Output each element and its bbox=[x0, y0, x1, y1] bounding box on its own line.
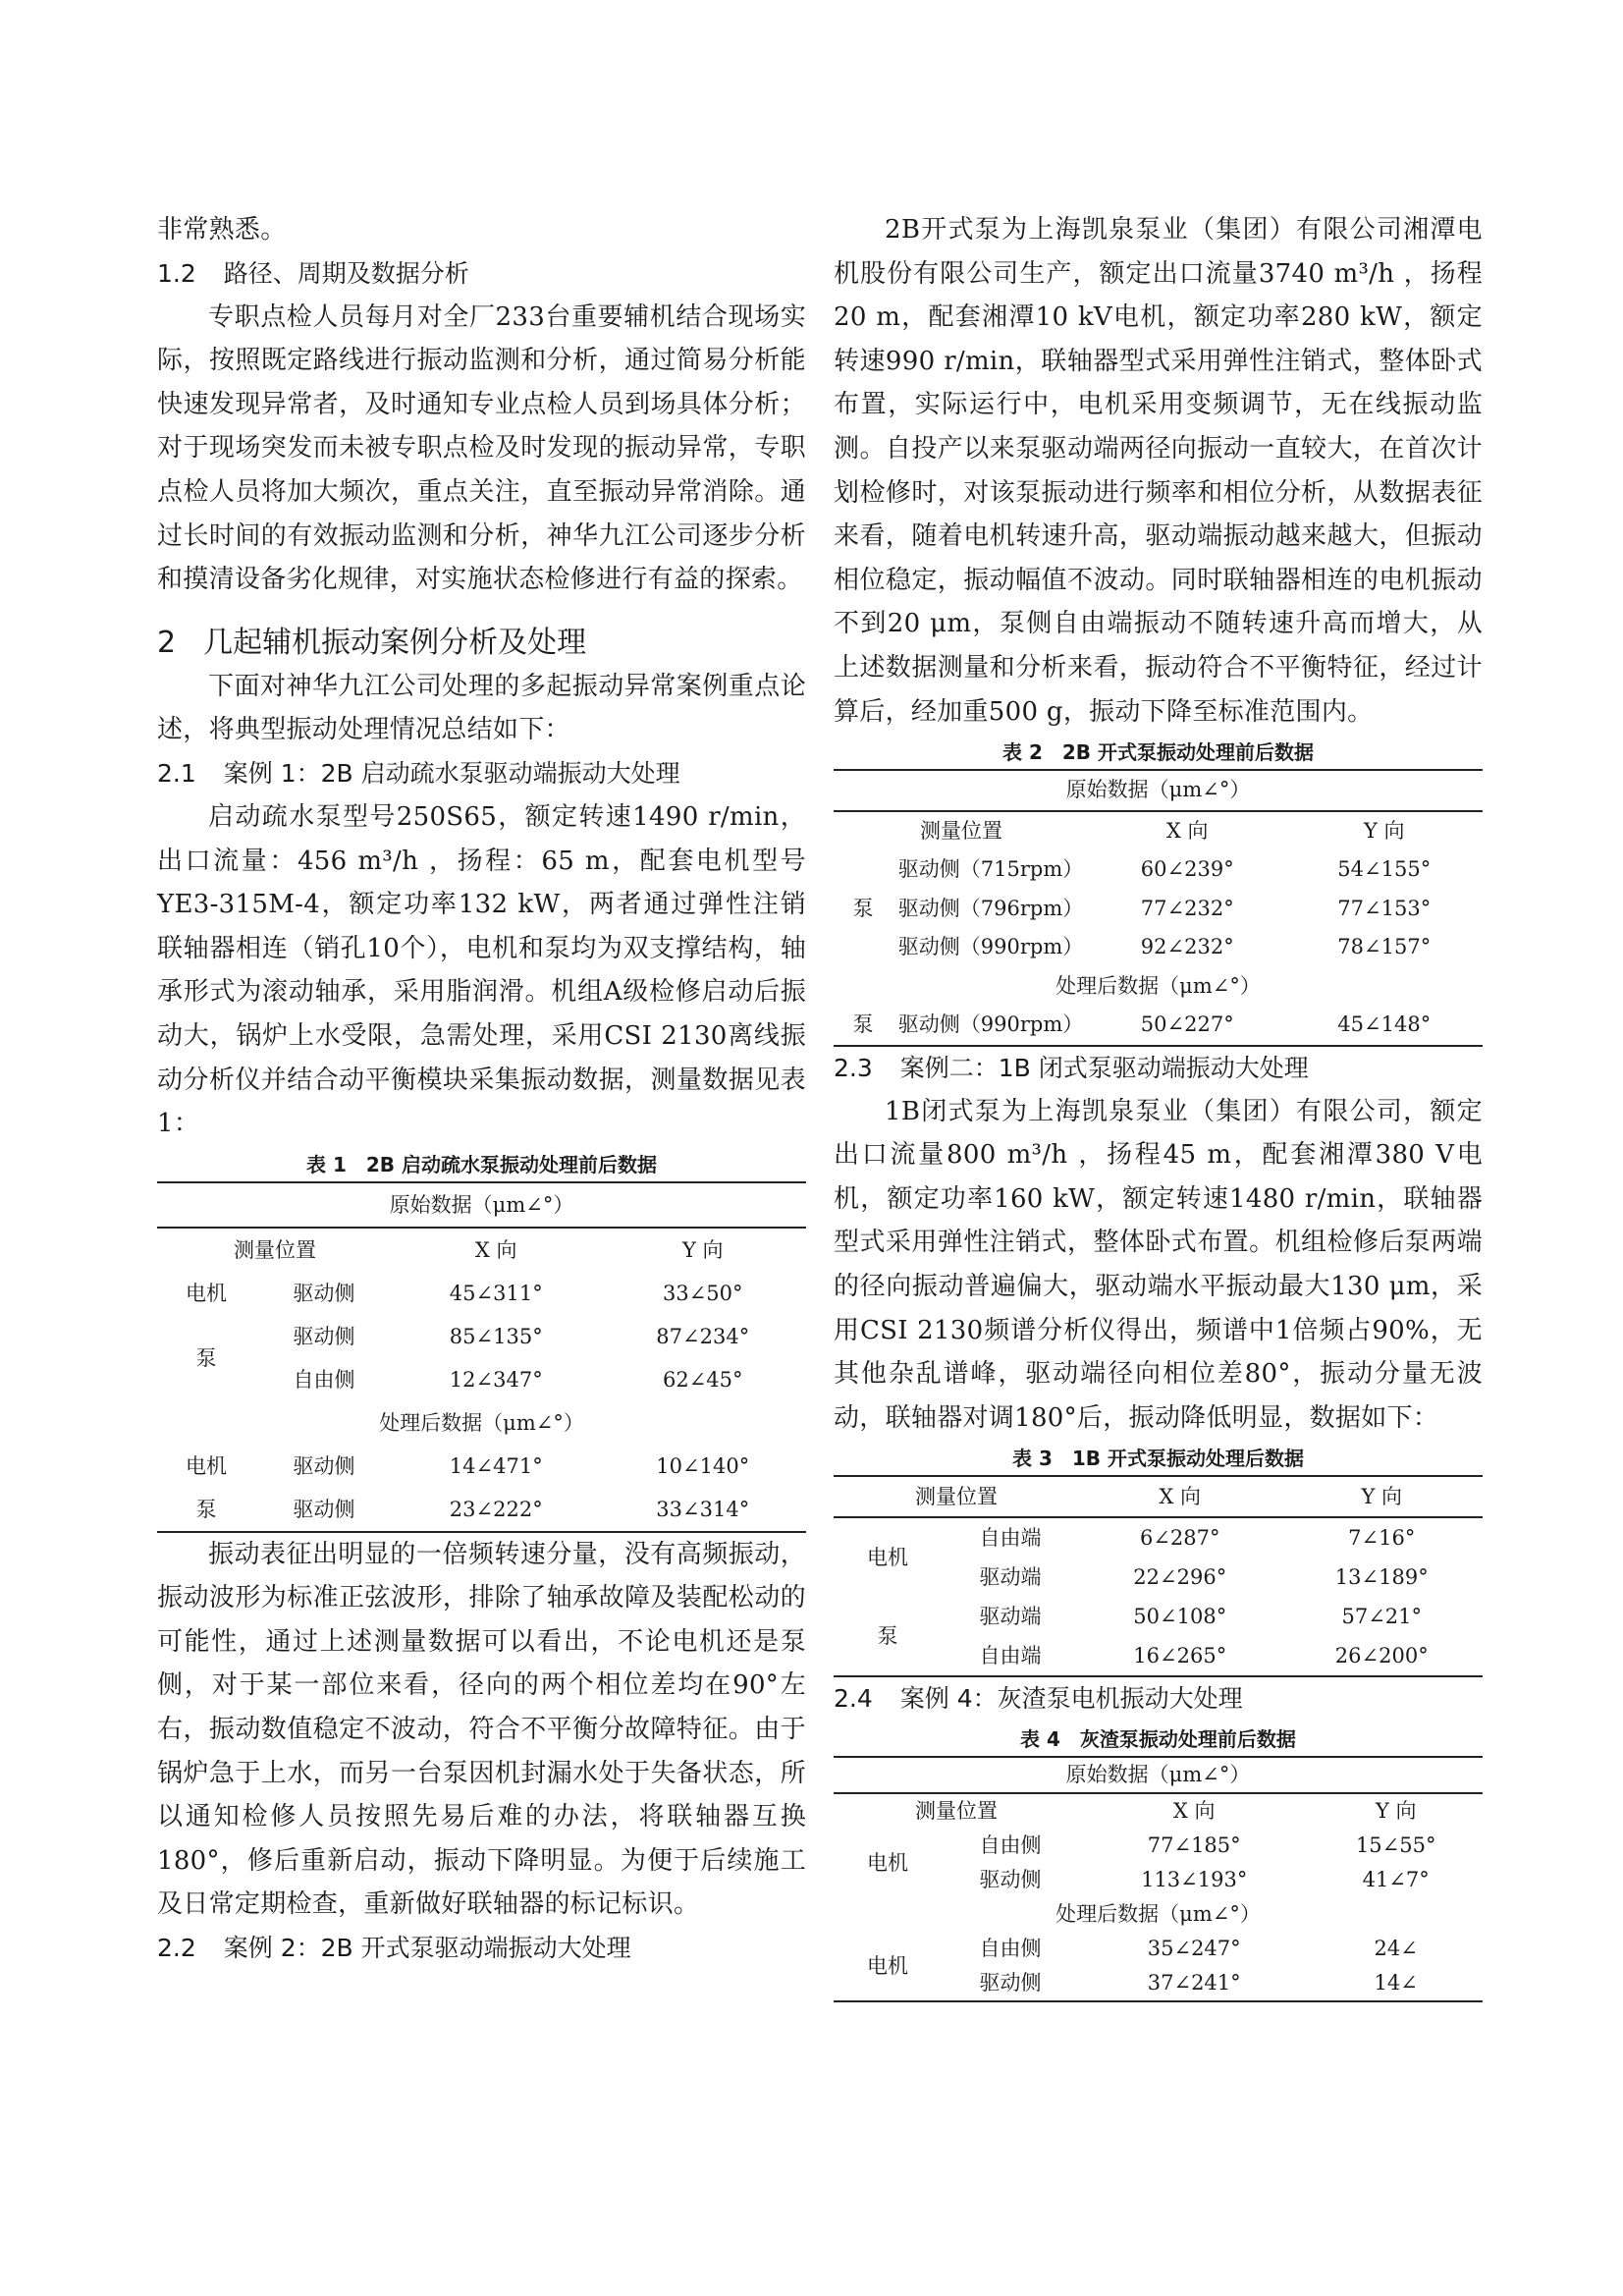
table-section-label: 原始数据（μm∠°） bbox=[834, 770, 1483, 811]
table-header: Y 向 bbox=[1361, 1485, 1403, 1509]
table-cell: 自由侧 bbox=[979, 1833, 1042, 1858]
section-title: 案例 1：2B 启动疏水泵驱动端振动大处理 bbox=[223, 758, 680, 788]
table-cell: 6∠287° bbox=[1139, 1526, 1220, 1551]
table-cell: 26∠200° bbox=[1334, 1644, 1429, 1668]
table-header: 测量位置 bbox=[234, 1237, 316, 1262]
table-caption: 表 1 2B 启动疏水泵振动处理前后数据 bbox=[305, 1152, 657, 1176]
table-cell: 驱动侧 bbox=[979, 1971, 1042, 1995]
table-cell: 45∠311° bbox=[449, 1281, 543, 1305]
table-row bbox=[834, 1597, 1483, 1636]
table-cell: 50∠108° bbox=[1133, 1605, 1227, 1629]
section-number: 2.2 bbox=[157, 1934, 196, 1963]
table-cell: 77∠153° bbox=[1337, 896, 1432, 920]
table-cell: 驱动侧 bbox=[293, 1324, 355, 1348]
table-cell: 驱动侧 bbox=[979, 1868, 1042, 1892]
table-cell: 77∠185° bbox=[1147, 1833, 1241, 1858]
table-header: Y 向 bbox=[1375, 1799, 1417, 1824]
table-section-label: 处理后数据（μm∠°） bbox=[1055, 1902, 1261, 1927]
table-cell: 驱动侧（715rpm） bbox=[897, 857, 1084, 882]
table-cell: 驱动端 bbox=[979, 1605, 1042, 1629]
table-row bbox=[157, 1488, 806, 1532]
table-cell: 自由侧 bbox=[293, 1367, 355, 1392]
table-section-label: 处理后数据（μm∠°） bbox=[379, 1410, 584, 1435]
table-row bbox=[834, 928, 1483, 967]
table-cell: 85∠135° bbox=[449, 1324, 543, 1348]
table-row bbox=[834, 1829, 1483, 1863]
table-cell: 77∠232° bbox=[1140, 896, 1234, 920]
section-heading-2-1 bbox=[157, 752, 806, 795]
table-cell: 自由侧 bbox=[979, 1937, 1042, 1961]
table-cell: 电机 bbox=[186, 1281, 227, 1305]
data-table-4 bbox=[834, 1756, 1483, 2002]
table-header: 测量位置 bbox=[920, 818, 1002, 843]
section-number: 2.1 bbox=[157, 758, 196, 788]
table-cell: 33∠50° bbox=[662, 1281, 743, 1305]
section-title: 路径、周期及数据分析 bbox=[223, 258, 469, 288]
table-cell: 13∠189° bbox=[1334, 1565, 1429, 1590]
table-row bbox=[834, 1006, 1483, 1046]
table-cell: 15∠55° bbox=[1355, 1833, 1436, 1858]
table-row bbox=[834, 1517, 1483, 1558]
data-table-1 bbox=[157, 1181, 806, 1533]
section-title: 案例 4：灰渣泵电机振动大处理 bbox=[899, 1684, 1243, 1714]
table-header: 测量位置 bbox=[915, 1799, 998, 1824]
table-section-label: 原始数据（μm∠°） bbox=[157, 1182, 806, 1228]
table-cell: 113∠193° bbox=[1141, 1868, 1248, 1892]
paragraph: 专职点检人员每月对全厂233台重要辅机结合现场实际，按照既定路线进行振动监测和分析，通过简易分析能快速发现异常者，及时通知专业点检人员到场具体分析；对于现场突发而未被专职点检及时发现的振动异常，专职点检人员将加大频次，重点关注，直至振动异常消除。通过长时间的有效振动监测和分析，神华九江公司逐步分析和摸清设备劣化规律，对实施状态检修进行有益的探索。 bbox=[157, 301, 806, 595]
section-number: 2.3 bbox=[834, 1053, 873, 1082]
table-header: X 向 bbox=[1172, 1799, 1216, 1824]
table-header: 测量位置 bbox=[915, 1485, 998, 1509]
section-heading-2-2 bbox=[157, 1927, 806, 1970]
paragraph: 2B开式泵为上海凯泉泵业（集团）有限公司湘潭电机股份有限公司生产，额定出口流量3740 m³/h ，扬程20 m，配套湘潭10 kV电机，额定功率280 kW，额定转速990 r/min，联轴器型式采用弹性注销式，整体卧式布置，实际运行中，电机采用变频调节，无在线振动监测。自投产以来泵驱动端两径向振动一直较大，在首次计划检修时，对该泵振动进行频率和相位分析，从数据表征来看，随着电机转速升高，驱动端振动越来越大，但振动相位稳定，振动幅值不波动。同时联轴器相连的电机振动不到20 μm，泵侧自由端振动不随转速升高而增大，从上述数据测量和分析来看，振动符合不平衡特征，经过计算后，经加重500 g，振动下降至标准范围内。 bbox=[834, 215, 1483, 727]
section-title: 案例二：1B 闭式泵驱动端振动大处理 bbox=[899, 1053, 1309, 1082]
table-row bbox=[157, 1315, 806, 1358]
table-cell: 电机 bbox=[867, 1953, 908, 1978]
table-caption: 表 3 1B 开式泵振动处理后数据 bbox=[1011, 1447, 1304, 1471]
table-cell: 泵 bbox=[195, 1345, 217, 1370]
section-title: 几起辅机振动案例分析及处理 bbox=[203, 625, 587, 660]
table-row bbox=[157, 1445, 806, 1488]
paragraph: 1B闭式泵为上海凯泉泵业（集团）有限公司，额定出口流量800 m³/h ，扬程45 m，配套湘潭380 V电机，额定功率160 kW，额定转速1480 r/min，联轴器型式采用弹性注销式，整体卧式布置。机组检修后泵两端的径向振动普遍偏大，驱动端水平振动最大130 μm，采用CSI 2130频谱分析仪得出，频谱中1倍频占90%，无其他杂乱谱峰，驱动端径向相位差80°，振动分量无波动，联轴器对调180°后，振动降低明显，数据如下： bbox=[834, 1096, 1483, 1433]
table-row bbox=[157, 1358, 806, 1401]
section-heading-2 bbox=[157, 622, 806, 665]
table-cell: 22∠296° bbox=[1133, 1565, 1227, 1590]
table-cell: 35∠247° bbox=[1147, 1937, 1241, 1961]
right-column bbox=[834, 208, 1483, 2002]
table-cell: 54∠155° bbox=[1337, 857, 1432, 882]
section-number: 1.2 bbox=[157, 258, 196, 288]
table-cell: 60∠239° bbox=[1140, 857, 1234, 882]
table-header: X 向 bbox=[1159, 1485, 1202, 1509]
paragraph: 振动表征出明显的一倍频转速分量，没有高频振动，振动波形为标准正弦波形，排除了轴承故障及装配松动的可能性，通过上述测量数据可以看出，不论电机还是泵侧，对于某一部位来看，径向的两个相位差均在90°左右，振动数值稳定不波动，符合不平衡分故障特征。由于锅炉急于上水，而另一台泵因机封漏水处于失备状态，所以通知检修人员按照先易后难的办法，将联轴器互换180°，修后重新启动，振动下降明显。为便于后续施工及日常定期检查，重新做好联轴器的标记标识。 bbox=[157, 1539, 806, 1920]
table-cell: 87∠234° bbox=[656, 1324, 750, 1348]
table-cell: 驱动侧（990rpm） bbox=[897, 935, 1084, 959]
table-cell: 自由端 bbox=[979, 1526, 1042, 1551]
table-cell: 驱动侧（796rpm） bbox=[897, 896, 1084, 920]
table-cell: 电机 bbox=[867, 1850, 908, 1875]
table-caption: 表 2 2B 开式泵振动处理前后数据 bbox=[1001, 740, 1314, 765]
section-heading-2-4 bbox=[834, 1677, 1483, 1721]
table-cell: 驱动侧 bbox=[293, 1497, 355, 1521]
table-cell: 电机 bbox=[867, 1546, 908, 1570]
table-cell: 驱动端 bbox=[979, 1565, 1042, 1590]
table-cell: 23∠222° bbox=[449, 1497, 543, 1521]
table-cell: 50∠227° bbox=[1140, 1012, 1234, 1037]
table-cell: 45∠148° bbox=[1337, 1012, 1432, 1037]
table-cell: 电机 bbox=[186, 1453, 227, 1478]
table-cell: 14∠ bbox=[1374, 1971, 1418, 1995]
table-section-label: 处理后数据（μm∠°） bbox=[1055, 973, 1261, 998]
left-column bbox=[157, 208, 806, 1970]
table-row bbox=[834, 890, 1483, 929]
paragraph: 非常熟悉。 bbox=[157, 215, 287, 245]
table-cell: 驱动侧 bbox=[293, 1281, 355, 1305]
table-cell: 12∠347° bbox=[449, 1367, 543, 1392]
table-section-label: 原始数据（μm∠°） bbox=[834, 1757, 1483, 1793]
table-header: Y 向 bbox=[1363, 818, 1405, 843]
table-cell: 7∠16° bbox=[1348, 1526, 1416, 1551]
section-number: 2.4 bbox=[834, 1684, 873, 1714]
table-cell: 泵 bbox=[877, 1624, 898, 1649]
table-cell: 24∠ bbox=[1374, 1937, 1418, 1961]
table-cell: 37∠241° bbox=[1147, 1971, 1241, 1995]
section-title: 案例 2：2B 开式泵驱动端振动大处理 bbox=[223, 1934, 631, 1963]
table-cell: 33∠314° bbox=[656, 1497, 750, 1521]
paragraph: 下面对神华九江公司处理的多起振动异常案例重点论述，将典型振动处理情况总结如下： bbox=[157, 671, 806, 745]
section-number: 2 bbox=[157, 625, 177, 660]
table-cell: 62∠45° bbox=[662, 1367, 743, 1392]
table-cell: 泵 bbox=[852, 896, 874, 920]
table-caption: 表 4 灰渣泵振动处理前后数据 bbox=[1020, 1727, 1296, 1752]
table-cell: 16∠265° bbox=[1133, 1644, 1227, 1668]
table-cell: 92∠232° bbox=[1140, 935, 1234, 959]
table-header: X 向 bbox=[1165, 818, 1209, 843]
paragraph: 启动疏水泵型号250S65，额定转速1490 r/min，出口流量：456 m³/h ，扬程：65 m，配套电机型号YE3-315M-4，额定功率132 kW，两者通过弹性注销联轴器相连（销孔10个），电机和泵均为双支撑结构，轴承形式为滚动轴承，采用脂润滑。机组A级检修启动后振动大，锅炉上水受限，急需处理，采用CSI 2130离线振动分析仪并结合动平衡模块采集振动数据，测量数据见表1： bbox=[157, 801, 806, 1139]
table-header: Y 向 bbox=[681, 1237, 724, 1262]
table-cell: 自由端 bbox=[979, 1644, 1042, 1668]
table-cell: 41∠7° bbox=[1362, 1868, 1430, 1892]
table-cell: 驱动侧（990rpm） bbox=[897, 1012, 1084, 1037]
table-row bbox=[834, 850, 1483, 890]
data-table-3 bbox=[834, 1475, 1483, 1677]
table-cell: 驱动侧 bbox=[293, 1453, 355, 1478]
table-header: X 向 bbox=[474, 1237, 517, 1262]
table-row bbox=[834, 1932, 1483, 1966]
table-cell: 10∠140° bbox=[656, 1453, 750, 1478]
table-cell: 泵 bbox=[195, 1497, 217, 1521]
table-row bbox=[157, 1272, 806, 1315]
table-cell: 57∠21° bbox=[1341, 1605, 1423, 1629]
table-cell: 14∠471° bbox=[449, 1453, 543, 1478]
section-heading-2-3 bbox=[834, 1047, 1483, 1090]
section-heading-1-2 bbox=[157, 252, 806, 296]
table-cell: 78∠157° bbox=[1337, 935, 1432, 959]
data-table-2 bbox=[834, 769, 1483, 1047]
table-cell: 泵 bbox=[852, 1012, 874, 1037]
